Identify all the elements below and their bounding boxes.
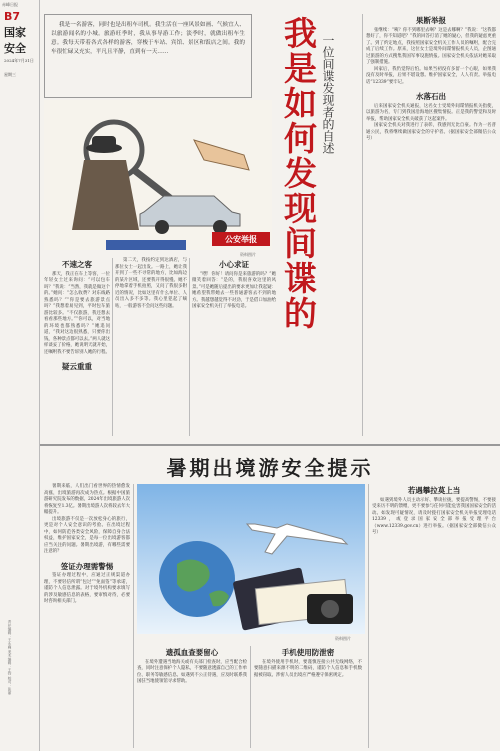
a1-paragraph: 国家安全机关对我进行了表彰，我感到无比自豪。作为一名普通公民，我将继续做国家安全的守护者。（据国家安全部微信公众号）	[366, 123, 496, 141]
a1-section-heading: 小心求证	[219, 260, 249, 269]
a1-section-heading: 疑云重重	[62, 362, 92, 371]
spy-illustration	[44, 100, 272, 250]
image-caption-2: 资料图片	[335, 636, 351, 641]
subtitle-1: 一位间谍发现者的自述	[321, 34, 335, 154]
travel-image-svg	[137, 484, 365, 634]
masthead	[0, 0, 40, 751]
a1-section-heading: 果断举报	[416, 16, 446, 25]
travel-image	[137, 484, 365, 634]
paper-name: 赤峰日报	[2, 2, 18, 7]
spy-illustration-svg	[44, 100, 272, 250]
a2-section-heading: 手机使用防泄密	[281, 648, 335, 657]
a1-col-1	[44, 258, 110, 374]
a2-col-2	[137, 646, 247, 686]
a2-paragraph: 出境旅游不仅是一次放松身心的旅行，更是对个人安全意识的考验。在出境过程中，如何防范各类安全风险，保障自身合法权益，维护国家安全，是每一位出境游客都应当关注的问题。暑期出境游，有哪些需要注意的？	[44, 516, 130, 554]
report-sign-text: 公安举报	[225, 235, 257, 244]
a2-paragraph: 如遇到境外人员主动示好、攀谈拉拢，要提高警惕，不要接受来历不明的馈赠，更不要参与任何可能危害我国国家安全的活动。如发现可疑情况，请及时拨打国家安全机关举报受理电话12339，或登录国家安全部举报受理平台（www.12339.gov.cn）进行举报。（据国家安全部微信公众号）	[372, 497, 496, 535]
intro-text: 我是一名游客，同时也是出租车司机。我生活在一座风景如画、气候宜人、以旅游闻名的小城。旅游旺季时，我从事导游工作；淡季时，就做出租车生意。我每天带着各式各样的游客，穿梭于车站、宾馆、景区和饭店之间。我的车很忙碌又充实，平凡且平静，直到有一天……	[51, 22, 245, 55]
a1-col-3	[192, 258, 276, 311]
a1-paragraph: “嘿！你好！请问你是来旅游的吗？”她微笑着回答：“是的，我很喜欢这里的风景。”可是她随后提出的要求更加让我起疑：她希望我带她去一些普通游客去不到的地方。我越想越觉得不对劲，于是借口加油给国家安全机关打了举报电话。	[192, 271, 276, 309]
section-title-2: 安全	[4, 42, 26, 55]
a2-paragraph: 暑期来临，人们出门看世界的热情愈发高涨，出境旅游再次成为热点。根据中国旅游研究院发布的数据，2024年出境旅游人次将恢复至1.3亿。暑期出境游人次将较去年大幅提升。	[44, 484, 131, 515]
page-number: B7	[4, 10, 21, 23]
a2-section-heading: 签证办理需警惕	[60, 561, 114, 571]
a2-paragraph: 在境外遭遇当地海关或有关部门检查时，应当配合检查，同时注意保护个人隐私，不要随意透露自己的工作单位、职务等敏感信息。如遇到不公正待遇，应及时联系我国驻当地使领馆寻求帮助。	[137, 659, 247, 684]
section-title-1: 国家	[4, 26, 26, 39]
editor-line: 责任编辑：王永峰 美术编辑：王钧 校对：张丽	[8, 620, 12, 695]
date-line: 2024年7月31日	[4, 58, 34, 63]
a1-paragraph: 张继续：“咦？你不到哪里去啊？这是去哪啊？”我说：“这我都想好了，你不知道吧？”我的回答打消了她的疑心，但我的疑虑更重了。到了约定地点，我按照国家安全机关工作人员的嘱咐，配合完成了后续工作。原来，这位女士是境外间谍情报机关人员，企图通过旅游的方式搜集我国军事设施情报。国家安全机关依法对她采取了强制措施。	[366, 27, 496, 65]
a2-paragraph: 在境外使用手机时，要谨慎连接公共无线网络，不要随意扫描来源不明的二维码，谨防个人信息和手机数据被窃取。涉密人员出境应严格遵守保密规定。	[254, 659, 362, 678]
a2-col-1	[44, 484, 130, 606]
a1-col-2	[115, 258, 187, 310]
a2-section-heading: 遗孤血查要留心	[165, 648, 219, 657]
a2-paragraph: 签证办理过程中，应通过正规渠道办理，不要轻信所谓“包过”“免面签”等承诺，谨防个人信息泄露。对于境外机构要求填写的涉及敏感信息的表格，要审慎对待，必要时咨询相关部门。	[44, 573, 130, 604]
a1-section-heading: 不速之客	[62, 260, 92, 269]
image-caption-1: 资料图片	[240, 252, 256, 257]
a1-paragraph: 后来国家安全机关通报，这名女士受境外间谍情报机关指使，以旅游为名，专门到我国沿海地区搜集情报。正是我的警觉和及时举报，帮助国家安全机关破获了这起案件。	[366, 103, 496, 122]
a1-section-heading: 水落石出	[416, 92, 446, 101]
headline-1: 我是如何发现间谍的	[279, 16, 318, 331]
weekday: 星期三	[4, 72, 16, 77]
a1-paragraph: 那天，我正在车上等客，一位年轻女士过来询问：“可以包车吗？”我说：“当然，我就是做这个的。”她问：“怎么收费？对东线路熟悉吗？”“你是要去旅游景点吗？”我想着易见到，平时包车旅游比较多。“不仅旅游，我还想去看看那些地方。”“你可以，对当地的环境也都熟悉吗？”她追问道，“我对这边很熟悉，只要你出钱，各种景点都可以去。”两人就这样谈妥了价格，她说明天就开始，还嘱咐我不要告诉别人她的行程。	[44, 271, 110, 355]
a1-paragraph: 第二天，我按约定到达酒店，与那位女士一起出发。一路上，她让我开到了一些不寻常的地方，比如海边的某片区域，还要我开得很慢。她不停地拿着手机拍照，又问了我很多附近的情况，比如这里有什么单位、人员出入多不多等。我心里犯起了嘀咕，一般游客不会问这些问题。	[115, 258, 187, 309]
a1-col-right	[366, 14, 496, 143]
headline-2: 暑期出境游安全提示	[166, 456, 374, 480]
a1-paragraph: 回家后，我仍觉得后怕。如果当初没有多留一个心眼，如果我没有及时举报，后果不堪设想。维护国家安全，人人有责。举报电话“12339”要牢记。	[366, 66, 496, 85]
intro-box	[44, 14, 252, 98]
a2-col-3	[254, 646, 362, 679]
a2-section-heading: 若遇攀拉莫上当	[407, 486, 461, 495]
a2-col-right	[372, 484, 496, 537]
